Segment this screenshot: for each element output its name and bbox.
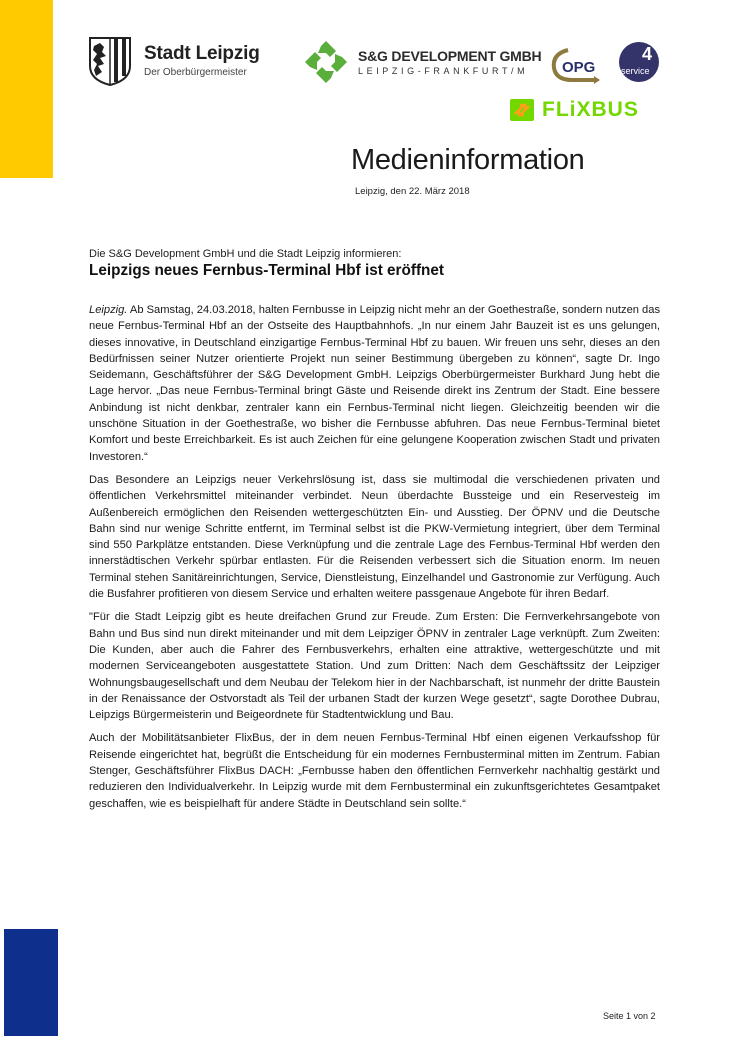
paragraph-2-text: Das Besondere an Leipzigs neuer Verkehrslösung ist, dass sie multimodal die verschiedenen privaten und öffentlichen Verkehrsmittel miteinander verbindet. Neun überdachte Bussteige und ein Reservesteig im Außenbereich ermöglichen den Reisenden wettergeschützten Ein- und Ausstieg. Der ÖPNV und die Deutsche Bahn sind nur wenige Schritte entfernt, im Terminal selbst ist die PKW-Vermietung integriert, über dem Terminal sind 550 Parkplätze entstanden. Diese Verknüpfung und die zentrale Lage des Fernbus-Terminal Hbf werden den innerstädtischen Verkehr spürbar entlasten. Für die Reisenden verbessert sich die Situation enorm. Im neuen Terminal stehen Sanitäreinrichtungen, Service, Dienstleistung, Einzelhandel und Gastronomie zur Verfügung. Auch die Busfahrer profitieren von diesem Service und erhalten weitere passgenaue Angebote für ihren Bedarf [89,473,660,601]
paragraph-3: "Für die Stadt Leipzig gibt es heute dreifachen Grund zur Freude. Zum Ersten: Die Fernverkehrsangebote von Bahn und Bus sind nun direkt miteinander und mit dem Leipziger ÖPNV in zentraler Lage verknüpft. Zum Zweiten: Die Kunden, aber auch die Fahrer des Fernbusverkehrs, erhalten eine attraktive, wettergeschützte und mit modernen Serviceangeboten ausgestattete Station. Und zum Dritten: Nach dem Geschäftssitz der Leipziger Wohnungsbaugesellschaft und dem Neubau der Telekom hier in der Nachbarschaft, ist nunmehr der dritte Baustein in der Renaissance der Ostvorstadt als Teil der urbanen Stadt der kurzen Wege gesetzt“, sagte Dorothee Dubrau, Leipzigs Bürgermeisterin und Beigeordnete für Stadtentwicklung und Bau. [89,611,660,722]
intro-line: Die S&G Development GmbH und die Stadt Leipzig informieren: [89,248,402,260]
paragraph-2 [89,472,660,602]
sg-diamond-icon [304,40,348,84]
paragraph-2-tail: . [606,588,610,601]
document-title: Medieninformation [351,144,585,176]
service-word: service [621,66,650,76]
service-number: 4 [641,44,652,64]
stadt-leipzig-logo [88,36,260,86]
flixbus-logo [510,98,639,122]
flixbus-arrows-icon [510,99,534,121]
blue-accent-bar [4,929,58,1036]
paragraph-1-text: Ab Samstag, 24.03.2018, halten Fernbusse in Leipzig nicht mehr an der Goethestraße, sondern nutzen das neue Fernbus-Terminal Hbf an der Ostseite des Hauptbahnhofs. „In nur einem Jahr Bauzeit ist es uns gelungen, dieses innovative, in Deutschland einzigartige Fernbus-Terminal Hbf zu bauen. Wir freuen uns sehr, dieses an den Bedürfnissen seiner Nutzer orientierte Projekt nun seiner Bestimmung übergeben zu können“, sagte Dr. Ingo Seidemann, Geschäftsführer der S&G Development GmbH. Leipzigs Oberbürgermeister Burkhard Jung hebt die Lage hervor. „Das neue Fernbus-Terminal bringt Gäste und Reisende direkt ins Zentrum der Stadt. Eine bessere Anbindung ist nicht denkbar, zentraler kann ein Fernbus-Terminal nicht liegen. Gleichzeitig beenden wir die unschöne Situation in der Goethestraße, wo bisher die Fernbusse abfuhren. Das neue Fernbus-Terminal bietet Komfort und beste Erreichbarkeit. Es ist auch Zeichen für eine gelungene Kooperation zwischen Stadt und privaten Investoren.“ [89,304,661,463]
opg-logo [550,44,612,84]
city-crest-icon [88,36,132,86]
paragraph-4: Auch der Mobilitätsanbieter FlixBus, der in dem neuen Fernbus-Terminal Hbf einen eigenen Verkaufsshop für Reisende eingerichtet hat, begrüßt die Entscheidung für ein modernes Fernbusterminal mitten im Zentrum. Fabian Stenger, Geschäftsführer FlixBus DACH: „Fernbusse haben den öffentlichen Fernverkehr nachhaltig gestärkt und reduzieren den Individualverkehr. In Leipzig wurde mit dem Fernbusterminal ein zukunftsgerichtetes Gesamtpaket geschaffen, wie es beispielhaft für andere Städte in Deutschland sein sollte.“ [89,732,660,810]
sg-development-logo [304,40,541,84]
leipzig-subtitle: Der Oberbürgermeister [144,67,247,78]
headline: Leipzigs neues Fernbus-Terminal Hbf ist eröffnet [89,262,444,279]
opg-text: OPG [562,59,596,76]
document-date: Leipzig, den 22. März 2018 [355,186,470,197]
yellow-accent-bar [0,0,53,178]
page-indicator: Seite 1 von 2 [603,1011,656,1021]
dateline: Leipzig. [89,304,128,316]
4service-logo [619,42,659,82]
flixbus-text: FLiXBUS [542,98,639,121]
sg-subtitle: LEIPZIG-FRANKFURT/M [358,66,529,76]
sg-title: S&G DEVELOPMENT GMBH [358,48,542,64]
body-text [89,302,660,819]
leipzig-title: Stadt Leipzig [144,43,260,64]
paragraph-1 [89,302,660,465]
